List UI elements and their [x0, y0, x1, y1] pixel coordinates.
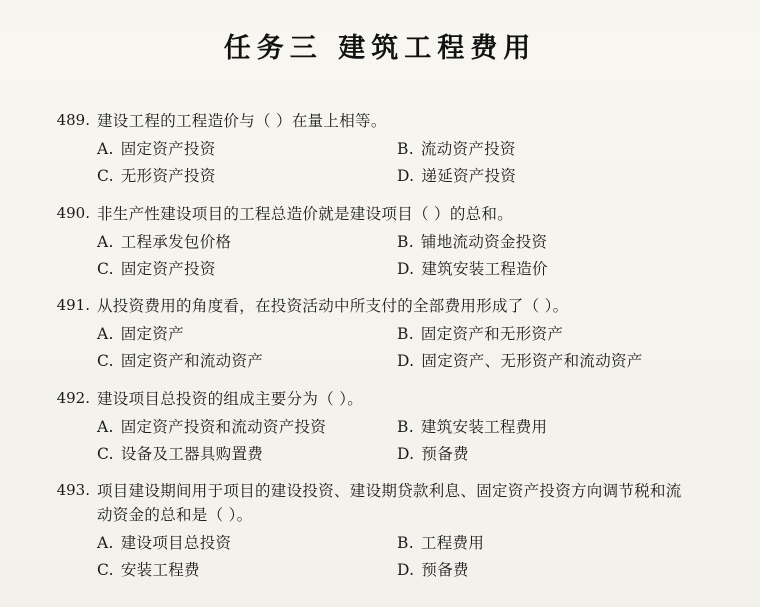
question-number: 490.: [56, 203, 90, 222]
option-row: [97, 532, 736, 555]
option-b-label: B.: [397, 417, 414, 436]
option-a[interactable]: [97, 231, 397, 254]
option-b-label: B.: [397, 232, 414, 251]
option-b-label: B.: [397, 534, 414, 553]
option-c-label: C.: [97, 444, 114, 463]
option-b-label: B.: [397, 325, 414, 344]
option-d-text: 固定资产、无形资产和流动资产: [421, 352, 643, 371]
option-c-label: C.: [97, 259, 114, 278]
question-list: [0, 109, 760, 583]
option-a[interactable]: [97, 532, 397, 555]
question-number: 489.: [56, 111, 90, 129]
question-number: 493.: [56, 481, 90, 500]
option-a-text: 固定资产: [120, 325, 184, 344]
option-b[interactable]: [397, 138, 736, 161]
option-a-label: A.: [97, 417, 114, 436]
option-row: [97, 416, 736, 439]
option-a-text: 固定资产投资和流动资产投资: [120, 417, 327, 436]
option-d[interactable]: [397, 165, 736, 188]
option-row: [97, 138, 736, 161]
option-d[interactable]: [397, 258, 736, 281]
question-item: [52, 294, 736, 374]
question-heading: [52, 202, 736, 226]
option-b[interactable]: [397, 532, 736, 555]
question-text: [97, 202, 736, 226]
option-row: [97, 231, 736, 254]
option-b[interactable]: [397, 231, 736, 254]
question-heading: [52, 294, 736, 318]
question-text-line2: 动资金的总和是（ ）。: [97, 506, 253, 525]
question-item: [52, 202, 736, 282]
option-row: [97, 443, 736, 466]
option-c-label: C.: [97, 561, 114, 580]
option-c[interactable]: [97, 165, 397, 188]
option-d-text: 递延资产投资: [421, 167, 517, 186]
option-row: [97, 559, 736, 582]
option-list: [97, 138, 736, 189]
option-b-text: 铺地流动资金投资: [420, 232, 548, 251]
option-a-text: 固定资产投资: [120, 140, 216, 159]
option-d-label: D.: [397, 259, 415, 278]
option-list: [97, 416, 736, 467]
question-text-line1: 项目建设期间用于项目的建设投资、建设期贷款利息、固定资产投资方向调节税和流: [97, 482, 682, 501]
option-c-text: 固定资产和流动资产: [120, 352, 264, 371]
option-list: [97, 323, 736, 374]
option-b-label: B.: [397, 140, 414, 159]
question-text-line1: 非生产性建设项目的工程总造价就是建设项目（ ）的总和。: [97, 204, 514, 223]
question-text: [97, 387, 736, 411]
question-text: [97, 109, 736, 133]
option-list: [97, 532, 736, 583]
option-b-text: 固定资产和无形资产: [420, 325, 564, 344]
option-b-text: 工程费用: [420, 534, 485, 553]
option-a[interactable]: [97, 416, 397, 439]
option-d-text: 建筑安装工程造价: [421, 259, 548, 278]
question-item: [52, 387, 736, 467]
option-a-text: 工程承发包价格: [120, 232, 232, 251]
option-b[interactable]: [397, 323, 736, 346]
question-text: [97, 294, 736, 318]
option-c-label: C.: [97, 167, 114, 186]
option-a[interactable]: [97, 138, 397, 161]
option-a[interactable]: [97, 323, 397, 346]
option-row: [97, 323, 736, 346]
option-list: [97, 231, 736, 282]
option-d-text: 预备费: [421, 444, 469, 463]
option-a-label: A.: [97, 534, 114, 553]
question-heading: [52, 387, 736, 411]
option-row: [97, 350, 736, 373]
option-c[interactable]: [97, 258, 397, 281]
option-row: [97, 258, 736, 281]
option-a-text: 建设项目总投资: [120, 534, 232, 553]
option-a-label: A.: [97, 325, 114, 344]
question-heading: [52, 479, 736, 527]
option-c-label: C.: [97, 352, 114, 371]
option-b-text: 建筑安装工程费用: [420, 417, 548, 436]
option-c[interactable]: [97, 350, 397, 373]
question-text: [97, 479, 736, 527]
option-d-label: D.: [397, 352, 415, 371]
option-d-label: D.: [397, 444, 415, 463]
option-d[interactable]: [397, 350, 736, 373]
page-title: 任务三 建筑工程费用: [223, 33, 537, 64]
option-d-text: 预备费: [421, 561, 469, 580]
question-number: 492.: [56, 388, 90, 407]
option-c-text: 设备及工器具购置费: [120, 444, 264, 463]
question-item: [52, 479, 736, 583]
option-c-text: 安装工程费: [120, 561, 200, 580]
question-text-line1: 建设工程的工程造价与（ ）在量上相等。: [97, 112, 387, 130]
option-a-label: A.: [97, 232, 114, 251]
option-c[interactable]: [97, 559, 397, 582]
option-c[interactable]: [97, 443, 397, 466]
option-d-label: D.: [397, 167, 415, 186]
document-page: [0, 26, 760, 607]
option-row: [97, 165, 736, 188]
question-number: 491.: [56, 296, 90, 315]
question-text-line1: 从投资费用的角度看，在投资活动中所支付的全部费用形成了（ ）。: [97, 297, 569, 316]
question-item: [52, 109, 736, 189]
option-b[interactable]: [397, 416, 736, 439]
option-d[interactable]: [397, 559, 736, 582]
option-d-label: D.: [397, 561, 415, 580]
option-a-label: A.: [97, 140, 114, 159]
option-d[interactable]: [397, 443, 736, 466]
question-text-line1: 建设项目总投资的组成主要分为（ ）。: [97, 389, 364, 408]
question-heading: [52, 109, 736, 133]
option-c-text: 无形资产投资: [120, 167, 216, 186]
option-b-text: 流动资产投资: [420, 140, 516, 159]
option-c-text: 固定资产投资: [120, 259, 216, 278]
